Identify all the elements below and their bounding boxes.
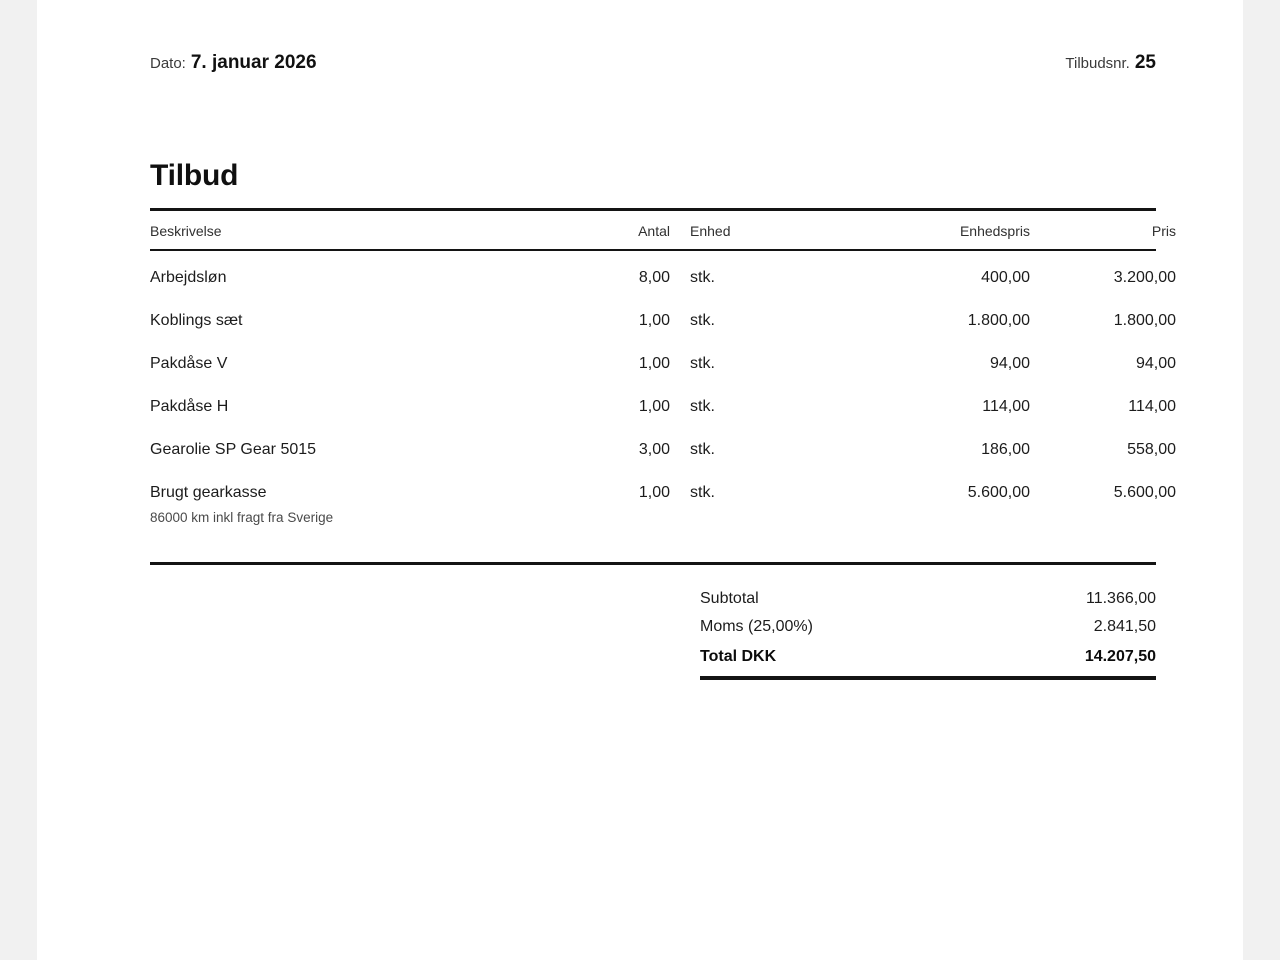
cell-unit-price: 186,00 [981,440,1030,458]
item-note: 86000 km inkl fragt fra Sverige [150,509,334,525]
table-row [150,428,1176,471]
cell-price: 94,00 [1135,354,1176,372]
cell-unit-price: 114,00 [982,397,1030,415]
cell-unit-price: 400,00 [981,268,1030,286]
cell-description [150,342,580,385]
totals-section [150,565,1156,680]
cell-unit: stk. [690,440,715,458]
vat-row [700,613,1156,641]
document-meta [150,0,1156,74]
grand-total-label: Total DKK [700,647,777,665]
cell-unit: stk. [690,397,715,415]
cell-price: 5.600,00 [1113,483,1176,501]
item-description: Brugt gearkasse [150,483,267,501]
date-label: Dato: [150,55,186,72]
item-description: Arbejdsløn [150,268,227,286]
grand-total-rule [700,676,1156,680]
grand-total-value: 14.207,50 [1084,647,1156,665]
subtotal-label: Subtotal [700,589,759,607]
header-quantity: Antal [638,222,670,239]
cell-unit: stk. [690,268,715,286]
subtotal-row [700,585,1156,613]
table-header [150,211,1176,249]
grand-total-row [700,641,1156,673]
cell-quantity: 1,00 [638,311,670,329]
line-items-body-table [150,251,1176,538]
cell-unit-price: 94,00 [989,354,1030,372]
table-row [150,299,1176,342]
cell-quantity: 3,00 [638,440,670,458]
cell-unit-price: 5.600,00 [967,483,1030,501]
cell-quantity: 1,00 [638,354,670,372]
document-page [37,0,1243,960]
cell-description [150,385,580,428]
item-description: Pakdåse H [150,397,229,415]
cell-description [150,251,580,299]
cell-price: 1.800,00 [1113,311,1176,329]
page-title: Tilbud [150,159,239,192]
cell-price: 558,00 [1127,440,1176,458]
document-content [150,0,1176,680]
cell-price: 3.200,00 [1113,268,1176,286]
date-block [150,52,317,74]
header-price: Pris [1151,222,1176,239]
item-description: Koblings sæt [150,311,243,329]
header-unit: Enhed [690,222,731,239]
cell-description [150,428,580,471]
cell-quantity: 1,00 [638,483,670,501]
cell-unit: stk. [690,311,715,329]
cell-unit-price: 1.800,00 [967,311,1030,329]
vat-value: 2.841,50 [1093,617,1156,635]
item-description: Pakdåse V [150,354,228,372]
quote-number-value: 25 [1134,52,1156,73]
item-description: Gearolie SP Gear 5015 [150,440,317,458]
vat-label: Moms (25,00%) [700,617,813,635]
cell-unit: stk. [690,483,715,501]
cell-unit: stk. [690,354,715,372]
subtotal-value: 11.366,00 [1086,589,1156,607]
header-description: Beskrivelse [150,222,222,239]
quote-number-label: Tilbudsnr. [1065,55,1130,72]
cell-quantity: 1,00 [638,397,670,415]
cell-price: 114,00 [1128,397,1176,415]
cell-quantity: 8,00 [638,268,670,286]
table-row [150,251,1176,299]
quote-number-block [1065,52,1156,74]
cell-description [150,471,580,538]
table-row [150,385,1176,428]
totals-block [700,585,1156,680]
table-row [150,471,1176,538]
line-items-body [150,251,1176,538]
line-items-table [150,211,1176,249]
table-row [150,342,1176,385]
date-value: 7. januar 2026 [190,52,317,73]
header-unit-price: Enhedspris [959,222,1030,239]
table-header-row [150,211,1176,249]
cell-description [150,299,580,342]
